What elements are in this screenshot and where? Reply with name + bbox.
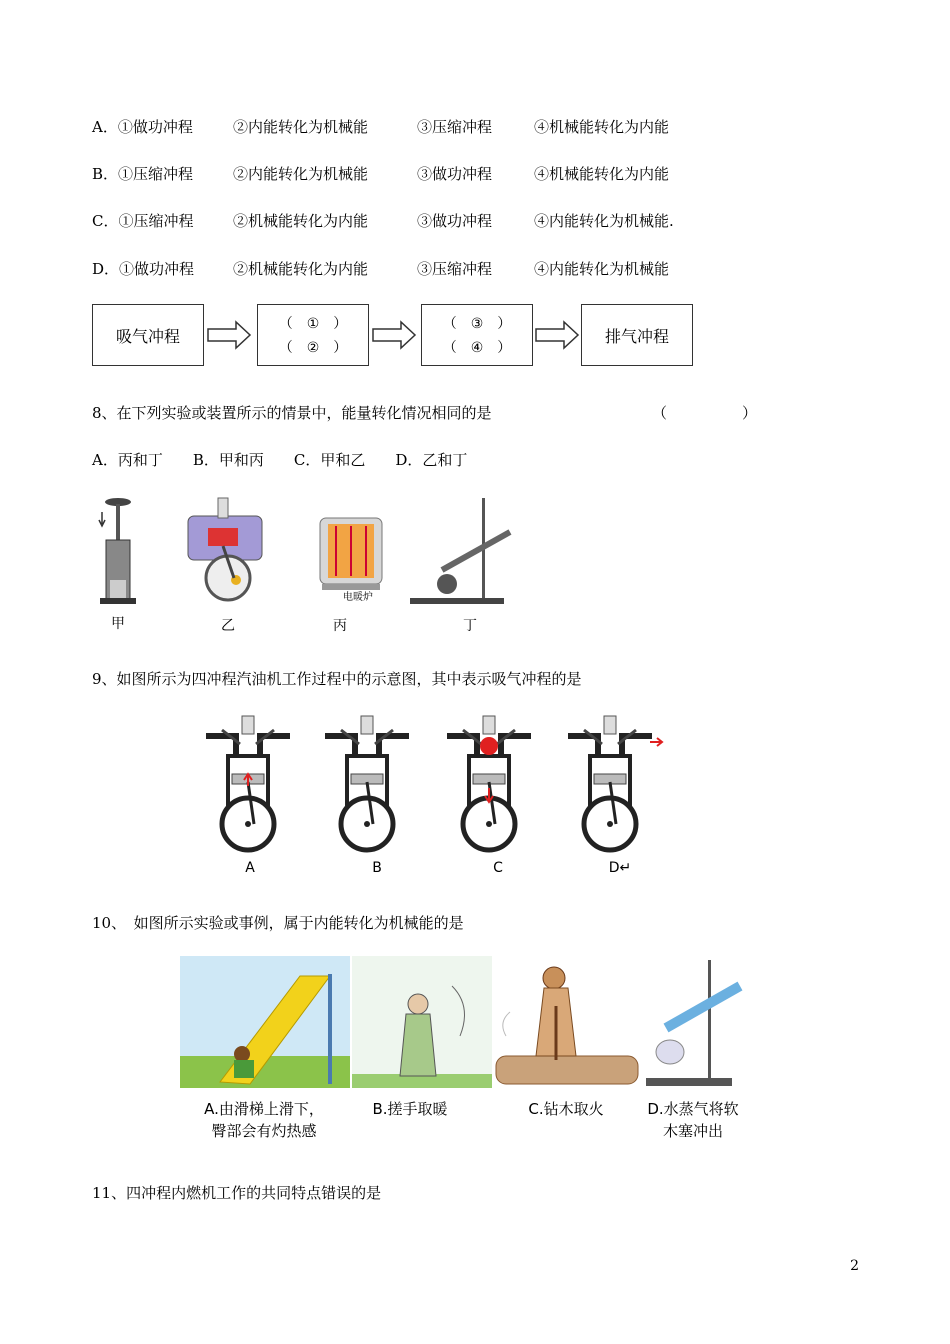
q10-caption-c: C.钻木取火	[528, 1100, 604, 1118]
drilling-wood-figure	[496, 967, 638, 1084]
option-text: ③压缩冲程	[417, 118, 493, 136]
figure-label: C	[493, 860, 503, 876]
flow-box-blank-1	[257, 304, 369, 366]
figure-label: B	[372, 860, 382, 876]
option-text: B．①压缩冲程	[92, 165, 194, 183]
option-text: ④内能转化为机械能	[534, 260, 670, 278]
engine-stroke-d	[568, 716, 652, 850]
q10-caption-d: D.水蒸气将软 木塞冲出	[647, 1100, 739, 1140]
heater-figure	[320, 518, 382, 590]
option-text: ②内能转化为机械能	[233, 165, 369, 183]
option-text: ②机械能转化为内能	[233, 212, 369, 230]
flow-box-intake	[92, 304, 204, 366]
q10-figure	[180, 956, 756, 1090]
flow-blank: （ ① ）	[278, 316, 348, 332]
answer-bracket: （ ）	[652, 404, 758, 422]
q10-caption-a: A.由滑梯上滑下， 臀部会有灼热感	[204, 1100, 324, 1140]
heater-label: 电暖炉	[343, 592, 373, 603]
slide-figure	[180, 956, 350, 1088]
q9-figure	[206, 712, 664, 876]
option-text: ④机械能转化为内能	[534, 165, 670, 183]
engine-stroke-c	[447, 716, 531, 850]
figure-label: A	[245, 860, 255, 876]
engine-stroke-b	[325, 716, 409, 850]
test-tube-stand-figure	[410, 498, 510, 604]
figure-label: 丙	[333, 618, 347, 634]
air-pump-figure	[99, 498, 136, 604]
figure-label: D↵	[608, 860, 632, 876]
q10-question: 10、 如图所示实验或事例，属于内能转化为机械能的是	[92, 914, 464, 932]
q11-question: 11、四冲程内燃机工作的共同特点错误的是	[92, 1184, 382, 1202]
engine-figure	[188, 498, 262, 600]
q8-question: 8、在下列实验或装置所示的情景中，能量转化情况相同的是	[92, 404, 492, 422]
steam-tube-figure	[646, 960, 740, 1086]
flow-label: 排气冲程	[604, 326, 669, 346]
page-number: 2	[850, 1258, 859, 1274]
flow-blank: （ ③ ）	[442, 316, 512, 332]
arrow-right-icon	[534, 320, 580, 350]
figure-label: 乙	[221, 618, 235, 634]
option-text: ③做功冲程	[417, 212, 493, 230]
figure-label: 丁	[463, 618, 477, 634]
option-text: ②机械能转化为内能	[233, 260, 369, 278]
figure-label: 甲	[111, 616, 125, 632]
option-text: A．①做功冲程	[92, 118, 193, 136]
flow-blank: （ ④ ）	[442, 340, 512, 356]
q8-options: A．丙和丁 B．甲和丙 C．甲和乙 D．乙和丁	[92, 451, 468, 469]
option-text: D．①做功冲程	[92, 260, 195, 278]
flow-box-exhaust	[581, 304, 693, 366]
option-text: ②内能转化为机械能	[233, 118, 369, 136]
q10-caption-b: B.搓手取暖	[372, 1100, 448, 1118]
stroke-flow-diagram	[92, 304, 694, 370]
flow-blank: （ ② ）	[278, 340, 348, 356]
option-text: C．①压缩冲程	[92, 212, 194, 230]
q8-figure	[92, 492, 522, 638]
arrow-right-icon	[371, 320, 417, 350]
option-text: ③做功冲程	[417, 165, 493, 183]
rubbing-hands-figure	[352, 956, 492, 1088]
flow-box-blank-2	[421, 304, 533, 366]
arrow-right-icon	[206, 320, 252, 350]
flow-label: 吸气冲程	[115, 326, 180, 346]
option-text: ③压缩冲程	[417, 260, 493, 278]
option-text: ④内能转化为机械能.	[534, 212, 674, 230]
option-text: ④机械能转化为内能	[534, 118, 670, 136]
q9-question: 9、如图所示为四冲程汽油机工作过程中的示意图，其中表示吸气冲程的是	[92, 670, 582, 688]
